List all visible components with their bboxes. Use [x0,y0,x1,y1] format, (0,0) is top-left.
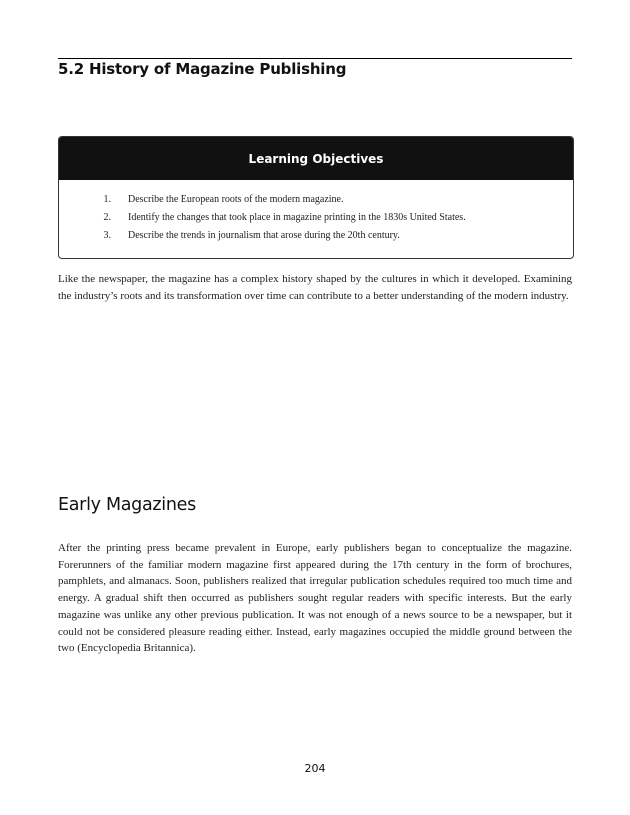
list-item-number: 2. [103,212,111,223]
list-item-text: Describe the trends in journalism that arose during the 20th century. [128,230,400,241]
intro-paragraph: Like the newspaper, the magazine has a complex history shaped by the cultures in which it developed. Examining the industry’s roots and its transformation over time can contribute to a better understanding of the modern industry. [58,273,572,302]
early-magazines-paragraph: After the printing press became prevalent in Europe, early publishers began to conceptualize the magazine. Forerunners of the familiar modern magazine first appeared during the 17th century in the form of brochures, pamphlets, and almanacs. Soon, publishers realized that irregular publication schedules required too much time and energy. A gradual shift then occurred as publishers sought regular readers with specific interests. But the early magazine was unlike any other previous publication. It was not enough of a news source to be a newspaper, but it could not be considered pleasure reading either. Instead, early magazines occupied the middle ground between the two (Encyclopedia Britannica). [58,542,572,655]
list-item-text: Identify the changes that took place in magazine printing in the 1830s United States. [128,212,466,223]
learning-objectives-list [59,191,573,245]
list-item [59,209,573,227]
title-rule [58,58,572,59]
page-number: 204 [304,762,326,775]
list-item-number: 3. [103,230,111,241]
list-item [59,227,573,245]
learning-objectives-box [58,136,574,259]
learning-objectives-heading: Learning Objectives [59,137,573,180]
list-item-number: 1. [103,194,111,205]
early-magazines-heading: Early Magazines [58,495,196,515]
list-item [59,191,573,209]
section-title: 5.2 History of Magazine Publishing [58,60,347,78]
list-item-text: Describe the European roots of the modern magazine. [128,194,344,205]
